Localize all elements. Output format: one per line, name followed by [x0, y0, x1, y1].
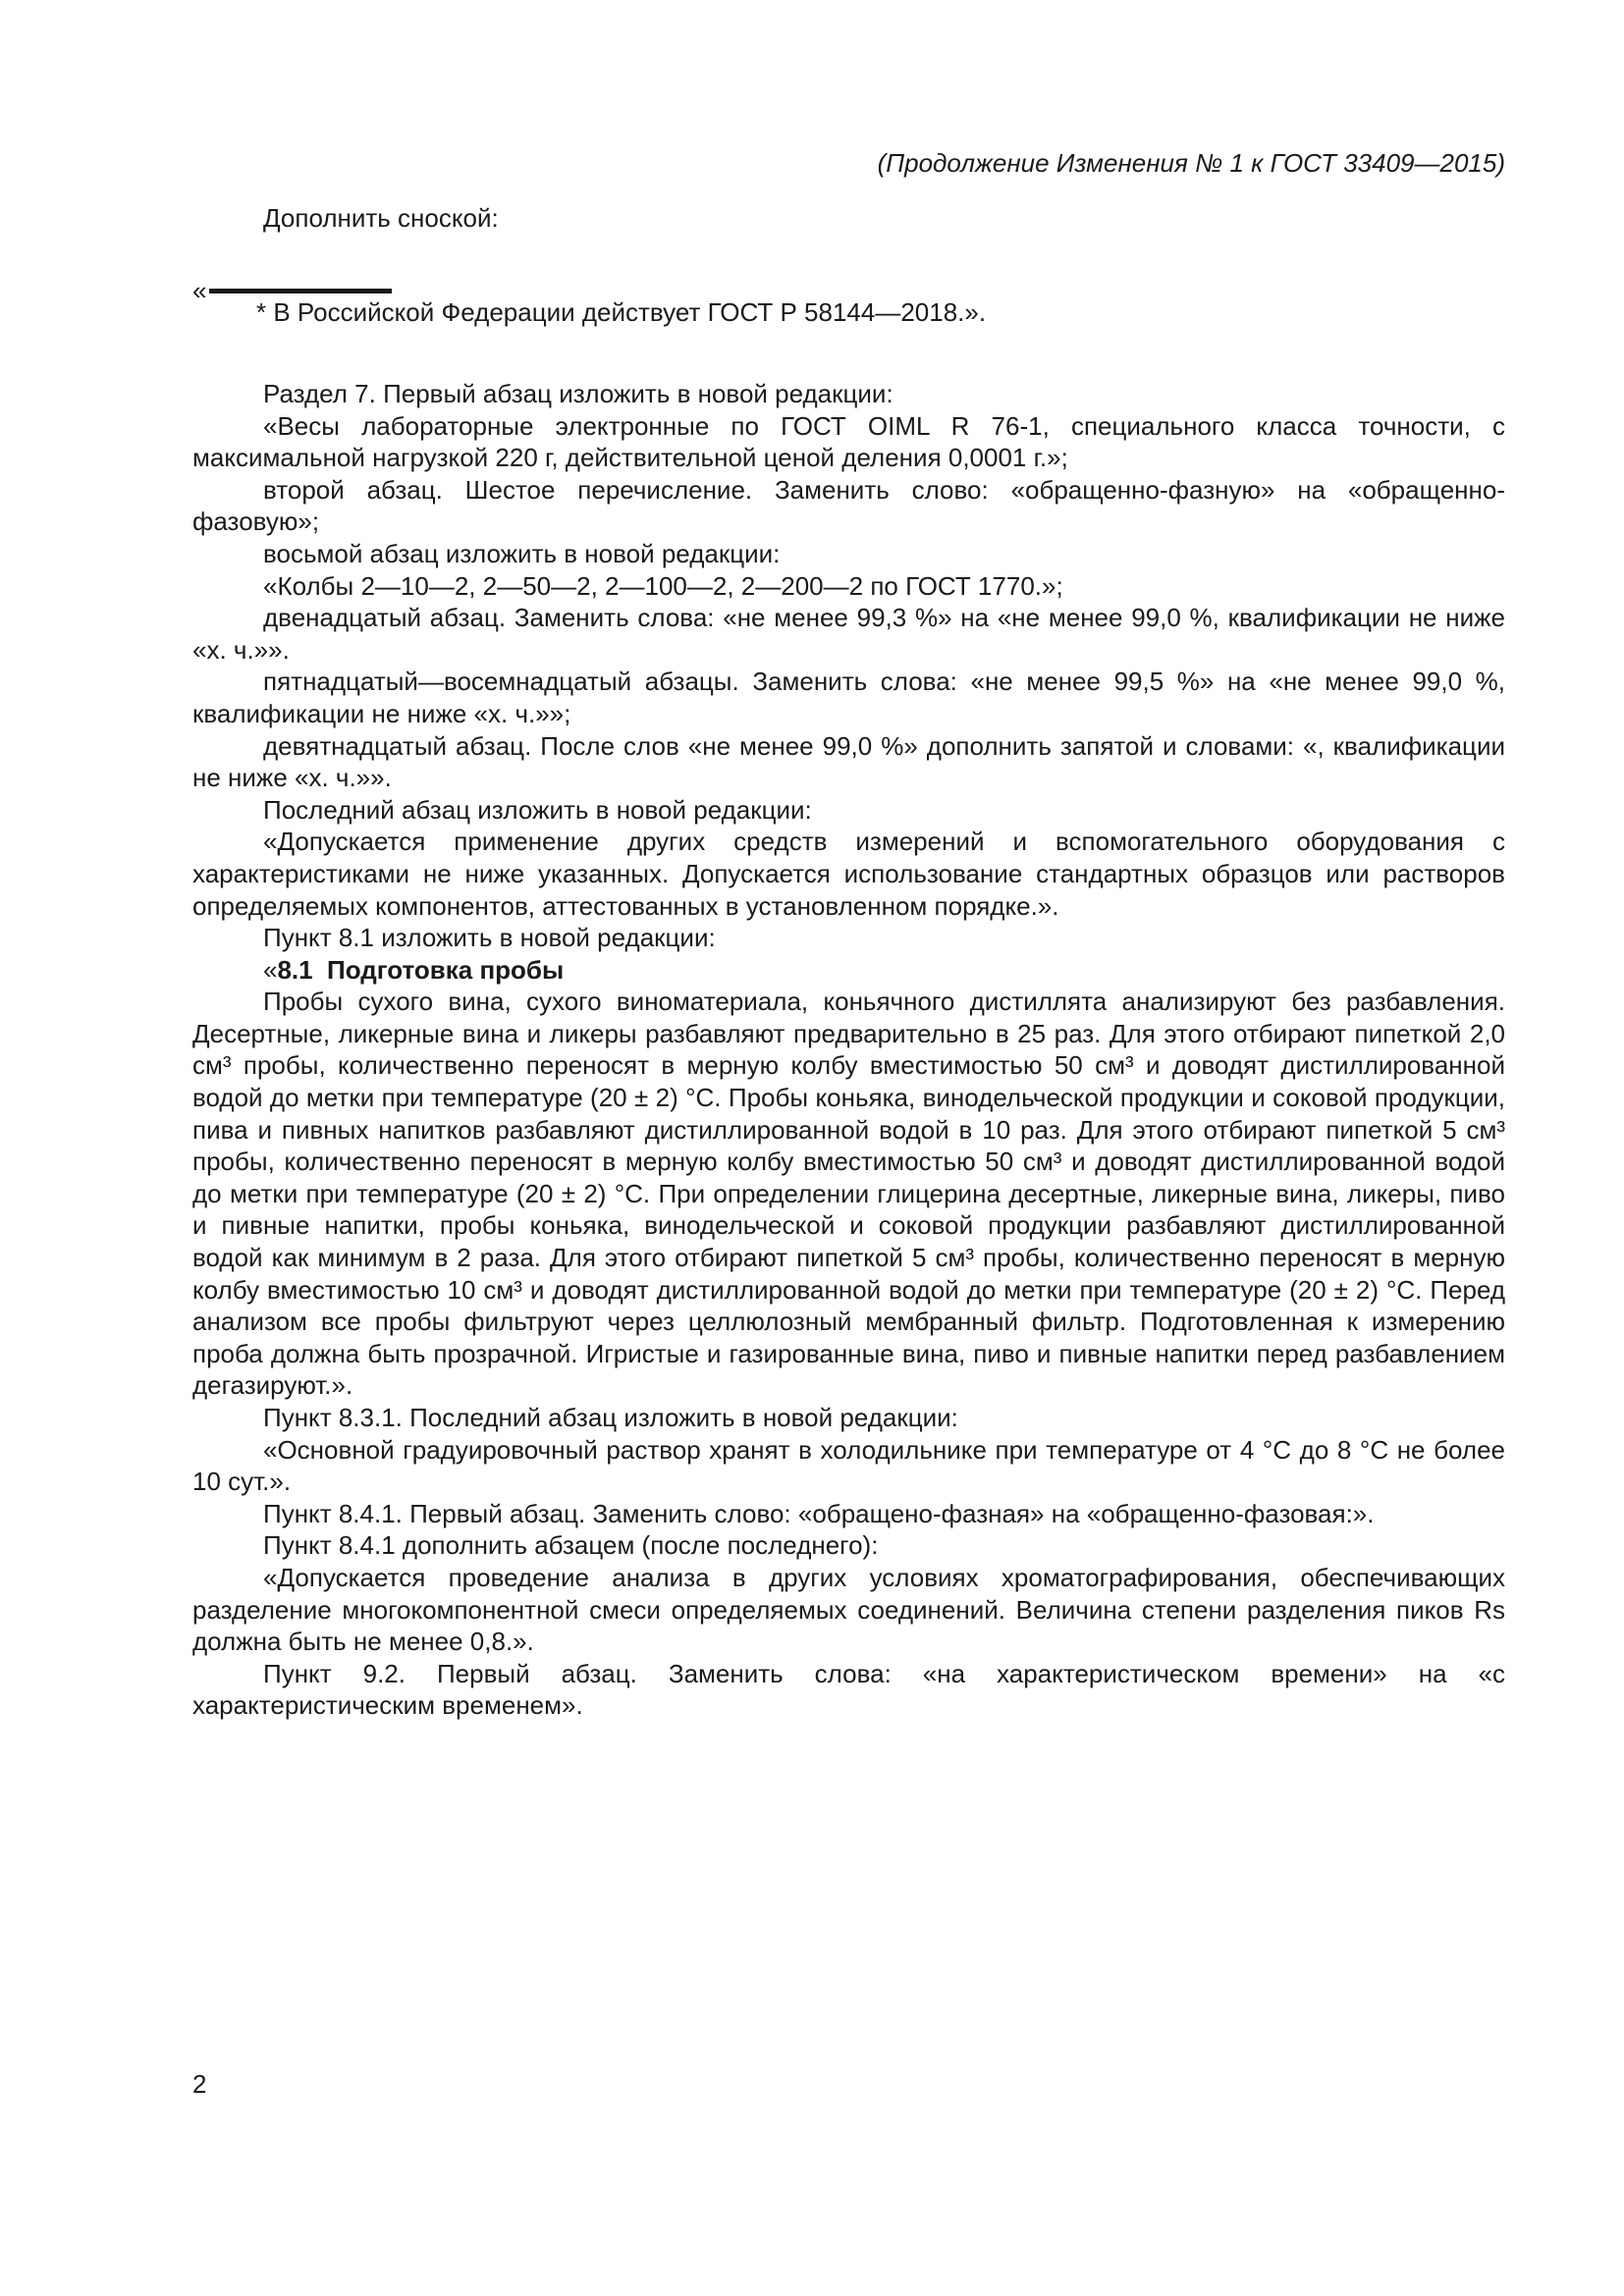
header-continuation-note: (Продолжение Изменения № 1 к ГОСТ 33409—2015): [877, 148, 1505, 178]
paragraph: «Колбы 2—10—2, 2—50—2, 2—100—2, 2—200—2 по ГОСТ 1770.»;: [263, 570, 1063, 601]
section-heading-text: 8.1 Подготовка пробы: [277, 954, 565, 985]
paragraph: Пробы сухого вина, сухого виноматериала, коньячного дистиллята анализируют без разбавления. Десертные, ликерные вина и ликеры разбавляют предварительно в 25 раз. Для этого отбирают пипеткой 2,0 см³ пробы, количественно переносят в мерную колбу вместимостью 50 см³ и доводят дистиллированной водой до метки при температуре (20 ± 2) °С. Пробы коньяка, винодельческой продукции и соковой продукции, пива и пивных напитков разбавляют дистиллированной водой в 10 раз. Для этого отбирают пипеткой 5 см³ пробы, количественно переносят в мерную колбу вместимостью 50 см³ и доводят дистиллированной водой до метки при температуре (20 ± 2) °С. При определении глицерина десертные, ликерные вина, ликеры, пиво и пивные напитки, пробы коньяка, винодельческой и соковой продукции разбавляют дистиллированной водой как минимум в 2 раза. Для этого отбирают пипеткой 5 см³ пробы, количественно переносят в мерную колбу вместимостью 10 см³ и доводят дистиллированной водой до метки при температуре (20 ± 2) °С. Перед анализом все пробы фильтруют через целлюлозный мембранный фильтр. Подготовленная к измерению проба должна быть прозрачной. Игристые и газированные вина, пиво и пивные напитки перед разбавлением дегазируют.».: [192, 987, 1505, 1401]
paragraph: «Основной градуировочный раствор хранят в холодильнике при температуре от 4 °С до 8 °С не более 10 сут.».: [192, 1434, 1505, 1497]
paragraph: двенадцатый абзац. Заменить слова: «не менее 99,3 %» на «не менее 99,0 %, квалификации не ниже «х. ч.»».: [192, 603, 1505, 665]
paragraph: Пункт 8.4.1. Первый абзац. Заменить слово: «обращено-фазная» на «обращенно-фазовая:».: [263, 1498, 1375, 1528]
paragraph: «Допускается проведение анализа в других условиях хроматографирования, обеспечивающих разделение многокомпонентной смеси определяемых соединений. Величина степени разделения пиков Rs должна быть не менее 0,8.».: [192, 1562, 1505, 1657]
intro-line: Дополнить сноской:: [263, 203, 499, 233]
footnote-text: * В Российской Федерации действует ГОСТ Р 58144—2018.».: [256, 297, 987, 327]
paragraph: восьмой абзац изложить в новой редакции:: [263, 538, 781, 568]
paragraph: Пункт 8.4.1 дополнить абзацем (после последнего):: [263, 1530, 879, 1561]
paragraph: Пункт 8.3.1. Последний абзац изложить в новой редакции:: [263, 1403, 958, 1432]
page-number: 2: [192, 2069, 207, 2099]
amendment-body: [192, 378, 1505, 1722]
footnote-rule: [209, 289, 392, 294]
paragraph: «Весы лабораторные электронные по ГОСТ OIML R 76-1, специального класса точности, с максимальной нагрузкой 220 г, действительной ценой деления 0,0001 г.»;: [192, 410, 1505, 473]
paragraph: девятнадцатый абзац. После слов «не менее 99,0 %» дополнить запятой и словами: «, квалификации не ниже «х. ч.»».: [192, 730, 1505, 793]
paragraph: Пункт 8.1 изложить в новой редакции:: [263, 923, 716, 953]
paragraph: Последний абзац изложить в новой редакции:: [263, 794, 812, 825]
paragraph: «Допускается применение других средств измерений и вспомогательного оборудования с характеристиками не ниже указанных. Допускается использование стандартных образцов или растворов определяемых компонентов, аттестованных в установленном порядке.».: [192, 827, 1505, 921]
paragraph: пятнадцатый—восемнадцатый абзацы. Заменить слова: «не менее 99,5 %» на «не менее 99,0 %, квалификации не ниже «х. ч.»»;: [192, 667, 1505, 728]
paragraph: второй абзац. Шестое перечисление. Заменить слово: «обращенно-фазную» на «обращенно-фазовую»;: [192, 474, 1505, 537]
paragraph: Раздел 7. Первый абзац изложить в новой редакции:: [263, 379, 893, 408]
footnote-open-quote: «: [192, 276, 207, 305]
section-heading-quote: «: [263, 954, 278, 985]
section-heading: [192, 954, 1505, 987]
paragraph: Пункт 9.2. Первый абзац. Заменить слова: «на характеристическом времени» на «с характеристическим временем».: [192, 1658, 1505, 1721]
